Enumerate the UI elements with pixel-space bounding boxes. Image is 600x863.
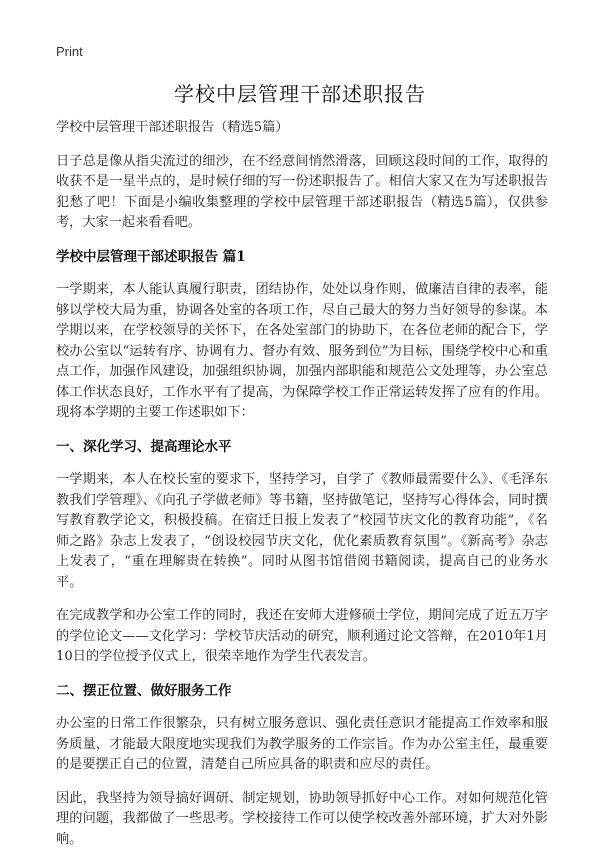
study-paragraph-1: 一学期来，本人在校长室的要求下，坚持学习，自学了《教师最需要什么》、《毛泽东教我们学管理》、《向孔子学做老师》等书籍，坚持做笔记，坚持写心得体会，同时撰写教育教学论文，积极投稿。在宿迁日报上发表了“校园节庆文化的教育功能”，《名师之路》杂志上发表了，“创设校园节庆文化，优化素质教育氛围”。《新高考》杂志上发表了，“重在理解贵在转换”。同时从图书馆借阅书籍阅读，提高自己的业务水平。	[56, 472, 548, 590]
print-link[interactable]: Print	[56, 44, 83, 59]
study-paragraph-2: 在完成教学和办公室工作的同时，我还在安师大进修硕士学位，期间完成了近五万字的学位论文——文化学习：学校节庆活动的研究，顺利通过论文答辩，在2010年1月10日的学位授予仪式上，很荣幸地作为学生代表发言。	[56, 608, 548, 664]
page-title: 学校中层管理干部述职报告	[174, 82, 426, 106]
section-title: 学校中层管理干部述职报告 篇1	[56, 248, 246, 265]
document-subtitle: 学校中层管理干部述职报告（精选5篇）	[56, 120, 289, 135]
intro-paragraph: 日子总是像从指尖流过的细沙，在不经意间悄然滑落，回顾这段时间的工作，取得的收获不是一星半点的，是时候仔细的写一份述职报告了。相信大家又在为写述职报告犯愁了吧！下面是小编收集整理的学校中层管理干部述职报告（精选5篇），仅供参考，大家一起来看看吧。	[56, 153, 548, 230]
section-intro-paragraph: 一学期来，本人能认真履行职责，团结协作，处处以身作则，做廉洁自律的表率，能够以学校大局为重，协调各处室的各项工作，尽自己最大的努力当好领导的参谋。本学期以来，在学校领导的关怀下，在各处室部门的协助下，在各位老师的配合下，学校办公室以“运转有序、协调有力、督办有效、服务到位”为目标，围绕学校中心和重点工作，加强作风建设，加强组织协调，加强内部职能和规范公文处理等，办公室总体工作状态良好，工作水平有了提高，为保障学校工作正常运转发挥了应有的作用。现将本学期的主要工作述职如下：	[56, 282, 548, 420]
heading-study: 一、深化学习、提高理论水平	[56, 438, 232, 455]
heading-service: 二、摆正位置、做好服务工作	[56, 682, 232, 699]
document-body	[56, 118, 548, 863]
service-paragraph-2: 因此，我坚持为领导搞好调研、制定规划，协助领导抓好中心工作。对如何规范化管理的问题，我都做了一些思考。学校接待工作可以使学校改善外部环境，扩大对外影响。	[56, 790, 548, 847]
service-paragraph-1: 办公室的日常工作很繁杂，只有树立服务意识、强化责任意识才能提高工作效率和服务质量，才能最大限度地实现我们为教学服务的工作宗旨。作为办公室主任，最重要的是要摆正自己的位置，清楚自己所应具备的职责和应尽的责任。	[56, 716, 548, 772]
